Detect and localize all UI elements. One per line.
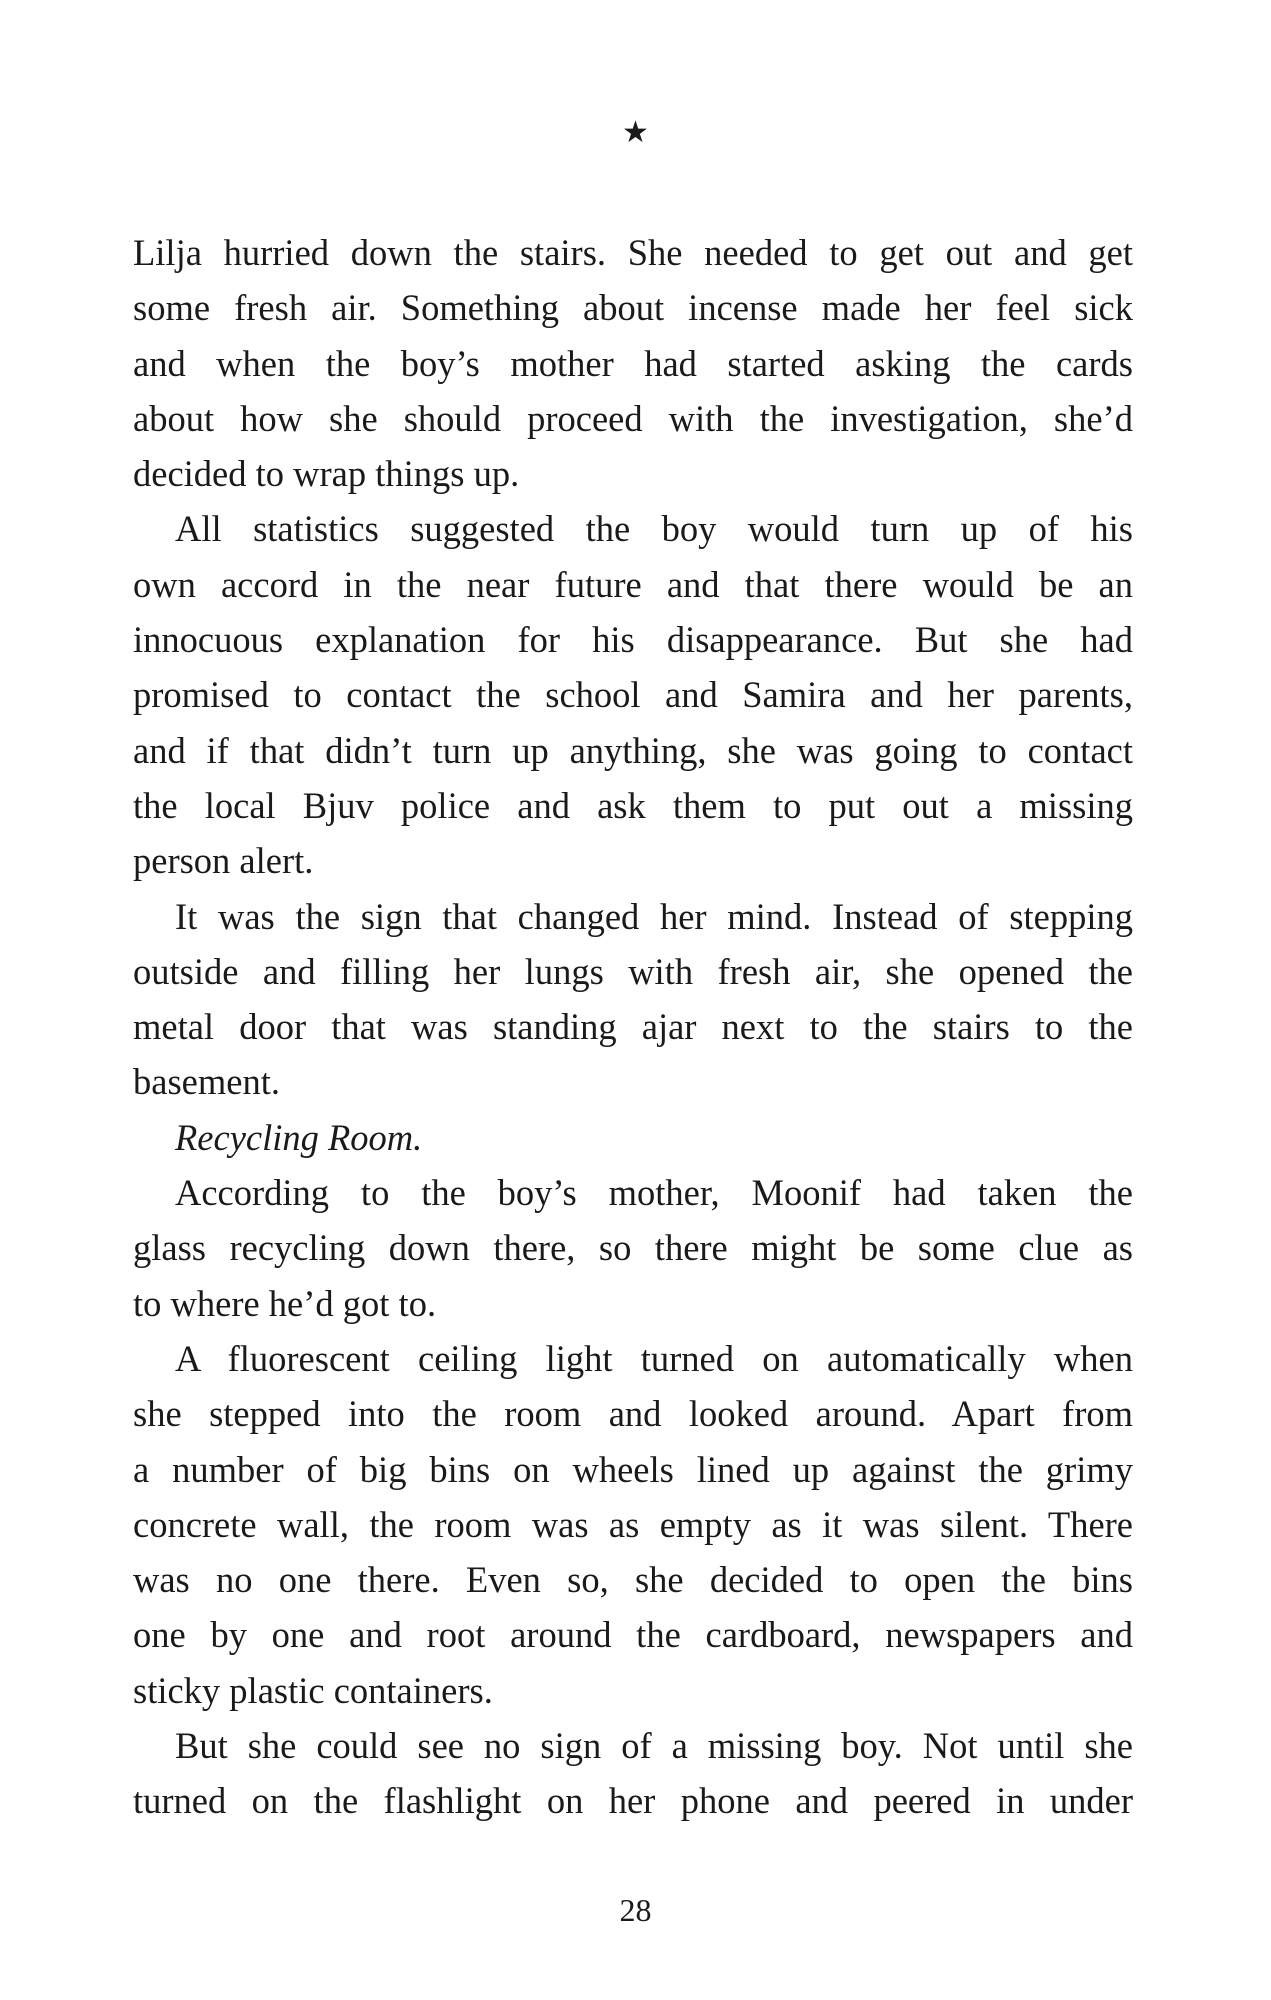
text-line: decided to wrap things up. <box>133 453 520 495</box>
section-break-star-icon: ★ <box>622 116 649 149</box>
text-line: and if that didn’t turn up anything, she was going to contact <box>133 729 1133 771</box>
body-text <box>133 225 1133 1829</box>
text-line: sticky plastic containers. <box>133 1669 493 1711</box>
text-line: outside and filling her lungs with fresh air, she opened the <box>133 950 1133 992</box>
text-line: own accord in the near future and that there would be an <box>133 563 1133 605</box>
paragraph <box>133 225 1133 501</box>
text-line: a number of big bins on wheels lined up against the grimy <box>133 1448 1133 1490</box>
text-line: Lilja hurried down the stairs. She needed to get out and get <box>133 232 1133 273</box>
text-line: basement. <box>133 1061 280 1103</box>
text-line: the local Bjuv police and ask them to put out a missing <box>133 784 1133 826</box>
text-line: person alert. <box>133 840 314 882</box>
text-line: one by one and root around the cardboard, newspapers and <box>133 1614 1133 1656</box>
text-line: But she could see no sign of a missing boy. Not until she <box>175 1725 1133 1767</box>
text-line: was no one there. Even so, she decided to open the bins <box>133 1559 1133 1601</box>
text-line: A fluorescent ceiling light turned on automatically when <box>175 1337 1133 1379</box>
paragraph <box>133 1110 1133 1165</box>
text-line: It was the sign that changed her mind. Instead of stepping <box>175 895 1133 937</box>
paragraph <box>133 1718 1133 1829</box>
text-line: some fresh air. Something about incense made her feel sick <box>133 287 1133 329</box>
paragraph <box>133 1165 1133 1331</box>
page-number: 28 <box>619 1892 652 1928</box>
paragraph <box>133 889 1133 1110</box>
text-line: to where he’d got to. <box>133 1282 437 1324</box>
text-line: glass recycling down there, so there might be some clue as <box>133 1227 1133 1269</box>
text-line: she stepped into the room and looked around. Apart from <box>133 1393 1133 1435</box>
text-line: turned on the flashlight on her phone and peered in under <box>133 1780 1133 1822</box>
text-line: concrete wall, the room was as empty as it was silent. There <box>133 1503 1133 1545</box>
paragraph <box>133 1331 1133 1718</box>
text-line: and when the boy’s mother had started asking the cards <box>133 342 1133 384</box>
text-line: about how she should proceed with the investigation, she’d <box>133 397 1133 439</box>
text-line: All statistics suggested the boy would turn up of his <box>175 508 1133 550</box>
text-line: promised to contact the school and Samira and her parents, <box>133 674 1133 716</box>
text-line: innocuous explanation for his disappearance. But she had <box>133 619 1133 661</box>
text-line: Recycling Room. <box>175 1116 423 1158</box>
text-line: According to the boy’s mother, Moonif had taken the <box>175 1172 1133 1214</box>
text-line: metal door that was standing ajar next to the stairs to the <box>133 1006 1133 1048</box>
paragraph <box>133 501 1133 888</box>
